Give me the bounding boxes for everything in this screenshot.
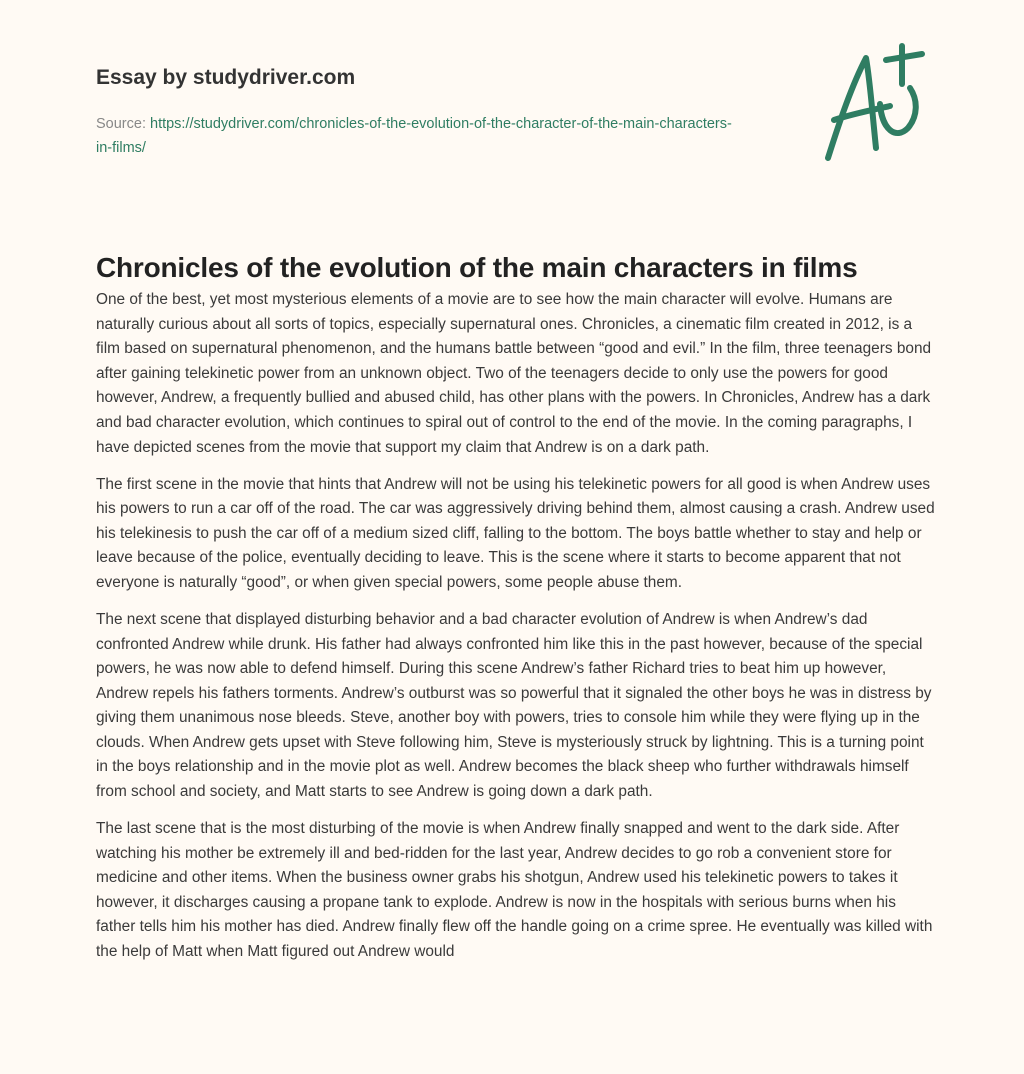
- paragraph: The first scene in the movie that hints that Andrew will not be using his telekinetic powers for all good is when Andrew uses his powers to run a car off of the road. The car was aggressively driving behind them, almost causing a crash. Andrew used his telekinesis to push the car off of a medium sized cliff, falling to the bottom. The boys battle whether to stay and help or leave because of the police, eventually deciding to leave. This is the scene where it starts to become apparent that not everyone is naturally “good”, or when given special powers, some people abuse them.: [96, 475, 935, 591]
- source-link[interactable]: https://studydriver.com/chronicles-of-the-evolution-of-the-character-of-the-main-characters-in-films/: [96, 116, 732, 156]
- article-title: Chronicles of the evolution of the main characters in films: [96, 252, 858, 283]
- article-body: [96, 288, 938, 977]
- source-label: Source:: [96, 116, 150, 132]
- paragraph: One of the best, yet most mysterious elements of a movie are to see how the main character will evolve. Humans are naturally curious about all sorts of topics, especially supernatural ones. Chronicles, a cinematic film created in 2012, is a film based on supernatural phenomenon, and the humans battle between “good and evil.” In the film, three teenagers bond after gaining telekinetic power from an unknown object. Two of the teenagers decide to only use the powers for good however, Andrew, a frequently bullied and abused child, has other plans with the powers. In Chronicles, Andrew has a dark and bad character evolution, which continues to spiral out of control to the end of the movie. In the coming paragraphs, I have depicted scenes from the movie that support my claim that Andrew is on a dark path.: [96, 291, 932, 456]
- a-plus-logo: [818, 40, 930, 164]
- paragraph: The last scene that is the most disturbing of the movie is when Andrew finally snapped and went to the dark side. After watching his mother be extremely ill and bed-ridden for the last year, Andrew decides to go rob a convenient store for medicine and other items. When the business owner grabs his shotgun, Andrew used his telekinetic powers to takes it however, it discharges causing a propane tank to explode. Andrew is now in the hospitals with serious burns when his father tells him his mother has died. Andrew finally flew off the handle going on a crime spree. He eventually was killed with the help of Matt when Matt figured out Andrew would: [96, 820, 933, 961]
- source-line: [96, 112, 736, 160]
- site-brand: Essay by studydriver.com: [96, 66, 356, 89]
- paragraph: The next scene that displayed disturbing behavior and a bad character evolution of Andrew is when Andrew’s dad confronted Andrew while drunk. His father had always confronted him like this in the past however, because of the special powers, he was now able to defend himself. During this scene Andrew’s father Richard tries to beat him up however, Andrew repels his fathers torments. Andrew’s outburst was so powerful that it signaled the other boys he was in distress by giving them unanimous nose bleeds. Steve, another boy with powers, tries to console him while they were flying up in the clouds. When Andrew gets upset with Steve following him, Steve is mysteriously struck by lightning. This is a turning point in the boys relationship and in the movie plot as well. Andrew becomes the black sheep who further withdrawals himself from school and society, and Matt starts to see Andrew is going down a dark path.: [96, 610, 932, 801]
